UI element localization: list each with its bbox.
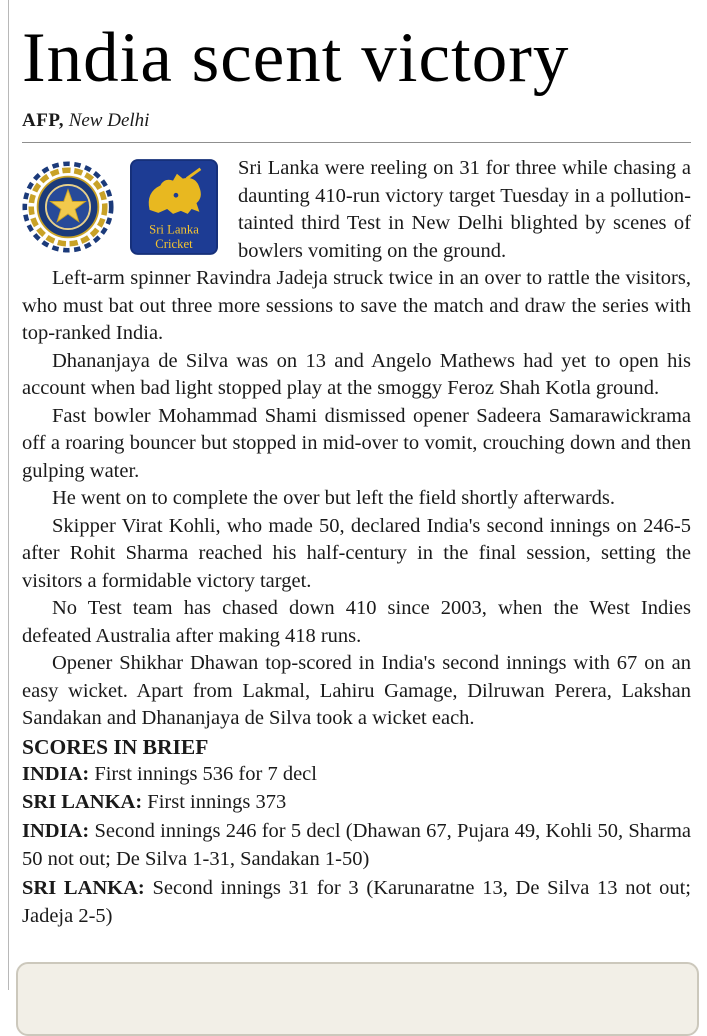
score-line	[22, 817, 691, 874]
paragraph-text: Sri Lanka were reeling on 31 for three while chasing a daunting 410-run victory target Tuesday in a pollution-tainted third Test in New Delhi blighted by scenes of bowlers vomiting on the ground.	[238, 157, 691, 262]
slc-logo-text-line1: Sri Lanka	[149, 222, 199, 237]
score-text: Second innings 246 for 5 decl (Dhawan 67, Pujara 49, Kohli 50, Sharma 50 not out; De Silva 1-31, Sandakan 1-50)	[22, 819, 692, 871]
article-paragraph: Fast bowler Mohammad Shami dismissed opener Sadeera Samarawickrama off a roaring bouncer but stopped in mid-over to vomit, crouching down and then gulping water.	[22, 404, 691, 482]
score-text: First innings 373	[147, 791, 287, 814]
article-paragraph: Dhananjaya de Silva was on 13 and Angelo Mathews had yet to open his account when bad light stopped play at the smoggy Feroz Shah Kotla ground.	[22, 349, 691, 400]
score-line	[22, 874, 691, 931]
bcci-crest-icon	[22, 159, 114, 255]
article-paragraph: Skipper Virat Kohli, who made 50, declared India's second innings on 246-5 after Rohit Sharma reached his half-century in the final session, setting the visitors a formidable victory target.	[22, 514, 691, 592]
scores-list	[22, 760, 691, 931]
byline-divider	[22, 142, 691, 143]
score-text: First innings 536 for 7 decl	[94, 762, 317, 785]
article-paragraph: No Test team has chased down 410 since 2003, when the West Indies defeated Australia after making 418 runs.	[22, 597, 691, 647]
score-text: Second innings 31 for 3 (Karunaratne 13, De Silva 13 not out; Jadeja 2-5)	[22, 876, 691, 928]
scores-heading: SCORES IN BRIEF	[22, 734, 209, 759]
score-line	[22, 760, 691, 789]
next-section-box	[16, 962, 699, 1036]
score-team: SRI LANKA:	[22, 791, 143, 814]
score-line	[22, 788, 691, 817]
sri-lanka-cricket-icon	[130, 159, 218, 255]
score-team: INDIA:	[22, 819, 90, 842]
article-paragraph	[22, 155, 691, 265]
logos	[22, 159, 226, 263]
article-paragraph: Opener Shikhar Dhawan top-scored in India's second innings with 67 on an easy wicket. Apart from Lakmal, Lahiru Gamage, Dilruwan Perera, Lakshan Sandakan and Dhananjaya de Silva took a wicket each.	[22, 652, 691, 730]
article-paragraph: He went on to complete the over but left the field shortly afterwards.	[52, 487, 615, 510]
slc-logo-text-line2: Cricket	[155, 237, 193, 252]
article-body	[22, 155, 691, 733]
article-paragraph: Left-arm spinner Ravindra Jadeja struck twice in an over to rattle the visitors, who must bat out three more sessions to save the match and draw the series with top-ranked India.	[22, 267, 691, 345]
article-title: India scent victory	[22, 19, 570, 97]
column-divider	[8, 0, 9, 990]
score-team: INDIA:	[22, 762, 90, 785]
byline-agency: AFP,	[22, 110, 64, 132]
byline-location: New Delhi	[68, 110, 150, 132]
byline	[22, 110, 691, 132]
score-team: SRI LANKA:	[22, 876, 145, 899]
